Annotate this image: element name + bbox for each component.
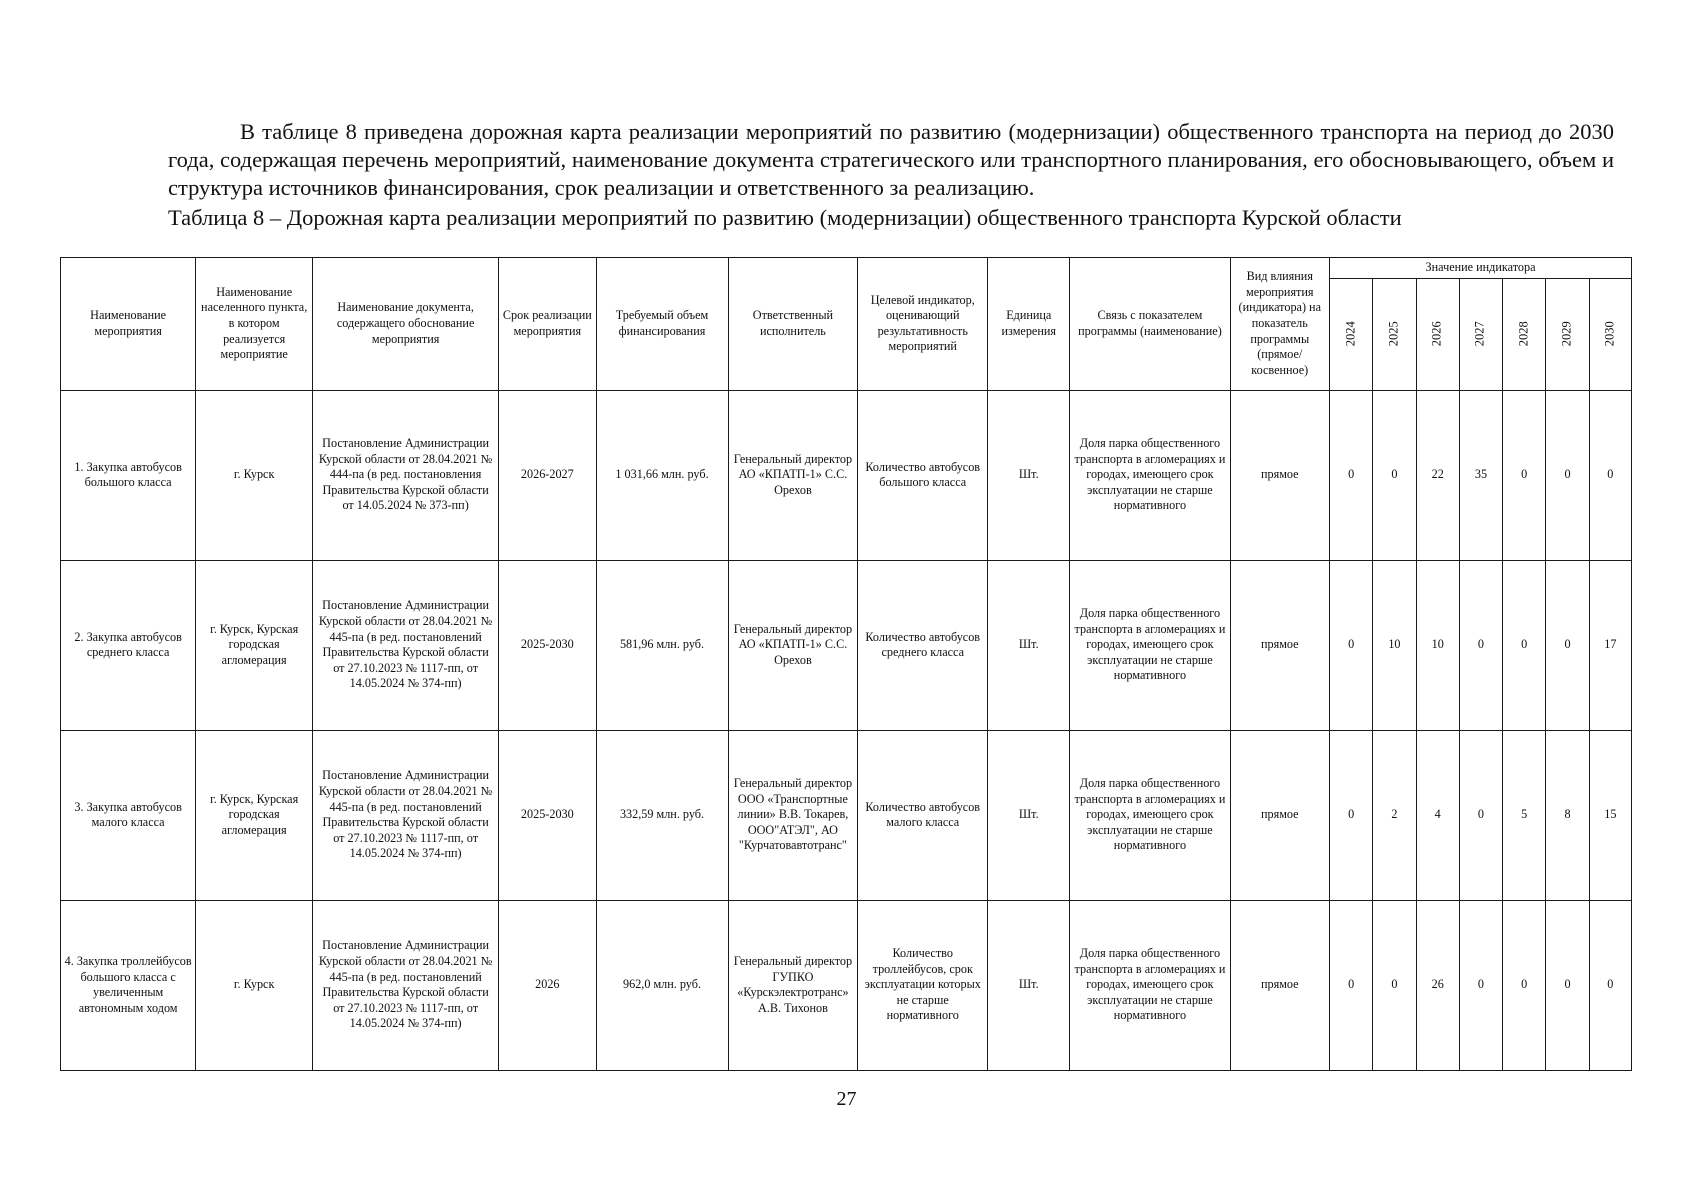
- cell-value: 2: [1373, 730, 1416, 900]
- cell-value: 26: [1416, 900, 1459, 1070]
- intro-text: В таблице 8 приведена дорожная карта реализации мероприятий по развитию (модернизации) общественного транспорта на период до 2030 года, содержащая перечень мероприятий, наименование документа стратегического или транспортного планирования, его обосновывающего, объем и структура источников финансирования, срок реализации и ответственного за реализацию.: [168, 119, 1614, 200]
- cell-value: 0: [1330, 390, 1373, 560]
- cell-unit: Шт.: [988, 560, 1070, 730]
- table-row: [61, 560, 1632, 730]
- cell-link: Доля парка общественного транспорта в агломерациях и городах, имеющего срок эксплуатации не старше нормативного: [1070, 900, 1230, 1070]
- cell-value: 22: [1416, 390, 1459, 560]
- cell-unit: Шт.: [988, 730, 1070, 900]
- cell-value: 0: [1546, 900, 1589, 1070]
- header-volume: Требуемый объем финансирования: [596, 258, 728, 391]
- header-event: Наименование мероприятия: [61, 258, 196, 391]
- cell-volume: 581,96 млн. руб.: [596, 560, 728, 730]
- header-term: Срок реализации мероприятия: [499, 258, 596, 391]
- cell-value: 0: [1503, 900, 1546, 1070]
- table-row: [61, 390, 1632, 560]
- table-row: [61, 730, 1632, 900]
- cell-value: 0: [1589, 900, 1631, 1070]
- cell-influence: прямое: [1230, 730, 1330, 900]
- cell-value: 8: [1546, 730, 1589, 900]
- cell-executor: Генеральный директор АО «КПАТП-1» С.С. Орехов: [728, 390, 858, 560]
- header-unit: Единица измерения: [988, 258, 1070, 391]
- header-year: 2028: [1503, 278, 1546, 390]
- cell-settlement: г. Курск, Курская городская агломерация: [196, 730, 313, 900]
- cell-value: 5: [1503, 730, 1546, 900]
- cell-term: 2025-2030: [499, 560, 596, 730]
- header-year: 2024: [1330, 278, 1373, 390]
- cell-executor: Генеральный директор ООО «Транспортные линии» В.В. Токарев, ООО"АТЭЛ", АО "Курчатовавтотранс": [728, 730, 858, 900]
- intro-paragraph: [168, 118, 1614, 202]
- cell-document: Постановление Администрации Курской области от 28.04.2021 № 444-па (в ред. постановления Правительства Курской области от 14.05.2024 № 373-пп): [313, 390, 499, 560]
- header-document: Наименование документа, содержащего обоснование мероприятия: [313, 258, 499, 391]
- cell-influence: прямое: [1230, 560, 1330, 730]
- cell-value: 0: [1459, 900, 1502, 1070]
- cell-volume: 962,0 млн. руб.: [596, 900, 728, 1070]
- cell-value: 10: [1416, 560, 1459, 730]
- cell-value: 15: [1589, 730, 1631, 900]
- cell-value: 0: [1503, 560, 1546, 730]
- cell-unit: Шт.: [988, 900, 1070, 1070]
- cell-executor: Генеральный директор ГУПКО «Курскэлектротранс» А.В. Тихонов: [728, 900, 858, 1070]
- cell-link: Доля парка общественного транспорта в агломерациях и городах, имеющего срок эксплуатации не старше нормативного: [1070, 560, 1230, 730]
- cell-value: 0: [1589, 390, 1631, 560]
- cell-document: Постановление Администрации Курской области от 28.04.2021 № 445-па (в ред. постановлений Правительства Курской области от 27.10.2023 № 1117-пп, от 14.05.2024 № 374-пп): [313, 560, 499, 730]
- cell-indicator: Количество автобусов большого класса: [858, 390, 988, 560]
- header-year: 2026: [1416, 278, 1459, 390]
- cell-influence: прямое: [1230, 900, 1330, 1070]
- cell-document: Постановление Администрации Курской области от 28.04.2021 № 445-па (в ред. постановлений Правительства Курской области от 27.10.2023 № 1117-пп, от 14.05.2024 № 374-пп): [313, 730, 499, 900]
- cell-value: 35: [1459, 390, 1502, 560]
- header-indicator: Целевой индикатор, оценивающий результативность мероприятий: [858, 258, 988, 391]
- cell-event: 1. Закупка автобусов большого класса: [61, 390, 196, 560]
- table-row: [61, 900, 1632, 1070]
- cell-settlement: г. Курск, Курская городская агломерация: [196, 560, 313, 730]
- cell-value: 0: [1546, 560, 1589, 730]
- header-year: 2030: [1589, 278, 1631, 390]
- cell-value: 0: [1459, 730, 1502, 900]
- cell-influence: прямое: [1230, 390, 1330, 560]
- header-values-group: Значение индикатора: [1330, 258, 1632, 279]
- cell-volume: 1 031,66 млн. руб.: [596, 390, 728, 560]
- cell-settlement: г. Курск: [196, 900, 313, 1070]
- cell-settlement: г. Курск: [196, 390, 313, 560]
- cell-value: 0: [1373, 900, 1416, 1070]
- header-year: 2027: [1459, 278, 1502, 390]
- cell-executor: Генеральный директор АО «КПАТП-1» С.С. Орехов: [728, 560, 858, 730]
- cell-value: 17: [1589, 560, 1631, 730]
- cell-event: 2. Закупка автобусов среднего класса: [61, 560, 196, 730]
- table-caption: Таблица 8 – Дорожная карта реализации мероприятий по развитию (модернизации) общественного транспорта Курской области: [168, 205, 1402, 230]
- cell-term: 2026-2027: [499, 390, 596, 560]
- cell-value: 0: [1546, 390, 1589, 560]
- header-year: 2029: [1546, 278, 1589, 390]
- cell-event: 3. Закупка автобусов малого класса: [61, 730, 196, 900]
- cell-indicator: Количество автобусов среднего класса: [858, 560, 988, 730]
- header-year: 2025: [1373, 278, 1416, 390]
- cell-term: 2025-2030: [499, 730, 596, 900]
- cell-value: 4: [1416, 730, 1459, 900]
- roadmap-table: [60, 257, 1632, 1071]
- cell-volume: 332,59 млн. руб.: [596, 730, 728, 900]
- cell-value: 10: [1373, 560, 1416, 730]
- cell-value: 0: [1459, 560, 1502, 730]
- cell-indicator: Количество троллейбусов, срок эксплуатации которых не старше нормативного: [858, 900, 988, 1070]
- cell-value: 0: [1330, 730, 1373, 900]
- cell-document: Постановление Администрации Курской области от 28.04.2021 № 445-па (в ред. постановлений Правительства Курской области от 27.10.2023 № 1117-пп, от 14.05.2024 № 374-пп): [313, 900, 499, 1070]
- header-row: [61, 258, 1632, 279]
- cell-value: 0: [1503, 390, 1546, 560]
- header-executor: Ответственный исполнитель: [728, 258, 858, 391]
- cell-value: 0: [1330, 560, 1373, 730]
- cell-indicator: Количество автобусов малого класса: [858, 730, 988, 900]
- cell-event: 4. Закупка троллейбусов большого класса с увеличенным автономным ходом: [61, 900, 196, 1070]
- page-number: 27: [836, 1088, 857, 1110]
- cell-term: 2026: [499, 900, 596, 1070]
- cell-link: Доля парка общественного транспорта в агломерациях и городах, имеющего срок эксплуатации не старше нормативного: [1070, 390, 1230, 560]
- header-link: Связь с показателем программы (наименование): [1070, 258, 1230, 391]
- cell-value: 0: [1330, 900, 1373, 1070]
- header-settlement: Наименование населенного пункта, в котором реализуется мероприятие: [196, 258, 313, 391]
- cell-unit: Шт.: [988, 390, 1070, 560]
- header-influence: Вид влияния мероприятия (индикатора) на показатель программы (прямое/ косвенное): [1230, 258, 1330, 391]
- cell-value: 0: [1373, 390, 1416, 560]
- cell-link: Доля парка общественного транспорта в агломерациях и городах, имеющего срок эксплуатации не старше нормативного: [1070, 730, 1230, 900]
